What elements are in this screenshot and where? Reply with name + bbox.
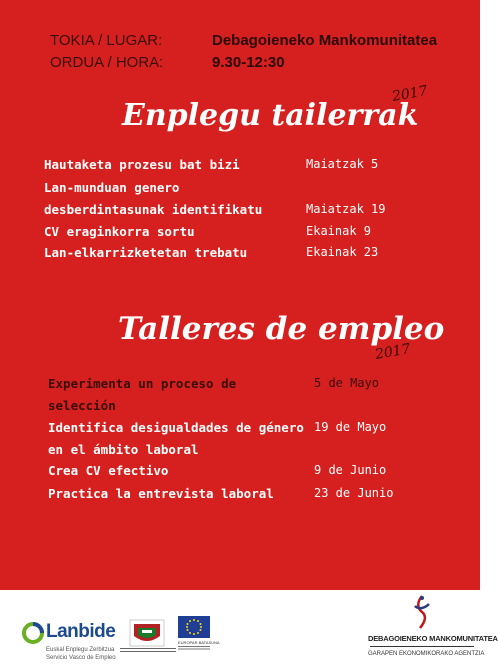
mankomunitatea-logo — [368, 594, 498, 668]
eu-item-2-line2: desberdintasunak identifikatu — [44, 202, 263, 217]
time-label: ORDUA / HORA: — [50, 54, 164, 71]
es-item-3-date: 9 de Junio — [314, 463, 387, 477]
footer-logos — [0, 590, 498, 672]
es-item-4: Practica la entrevista laboral — [48, 486, 274, 501]
eu-item-1: Hautaketa prozesu bat bizi — [44, 157, 240, 172]
mankomunitatea-divider — [370, 646, 474, 647]
es-item-4-date: 23 de Junio — [314, 486, 394, 500]
eu-flag-icon — [178, 616, 210, 638]
eu-section-year: 2017 — [390, 83, 429, 105]
es-item-2-line1: Identifica desigualdades de género — [48, 420, 304, 435]
es-item-1-line1: Experimenta un proceso de — [48, 376, 237, 391]
mankomunitatea-emblem-icon — [409, 594, 435, 630]
es-item-2-date: 19 de Mayo — [314, 420, 387, 434]
es-item-1-date: 5 de Mayo — [314, 376, 380, 390]
eu-item-4: Lan-elkarrizketetan trebatu — [44, 245, 248, 260]
es-section-title: Talleres de empleo — [118, 311, 445, 347]
eu-item-3: CV eraginkorra sortu — [44, 224, 195, 239]
eu-logo — [178, 616, 220, 662]
eu-item-2-date: Maiatzak 19 — [306, 202, 386, 216]
eu-item-4-date: Ekainak 23 — [306, 245, 379, 259]
es-item-1-line2: selección — [48, 398, 116, 413]
basque-government-text-lines — [120, 648, 176, 654]
eu-item-3-date: Ekainak 9 — [306, 224, 372, 238]
place-label: TOKIA / LUGAR: — [50, 32, 163, 49]
lanbide-emblem-icon — [22, 622, 44, 644]
eu-fund-label: EUROPAR BATASUNA — [178, 640, 220, 645]
time-value: 9.30-12:30 — [212, 54, 285, 71]
lanbide-sub2: Servicio Vasco de Empleo — [46, 655, 116, 661]
eu-item-1-date: Maiatzak 5 — [306, 157, 379, 171]
basque-government-emblem-icon — [130, 620, 164, 646]
eu-item-2-line1: Lan-munduan genero — [44, 180, 180, 195]
es-item-3: Crea CV efectivo — [48, 463, 169, 478]
lanbide-name: Lanbide — [46, 621, 116, 642]
lanbide-sub1: Euskal Enplegu Zerbitzua — [46, 647, 115, 653]
mankomunitatea-name: DEBAGOIENEKO MANKOMUNITATEA — [368, 634, 498, 643]
es-item-2-line2: en el ámbito laboral — [48, 442, 199, 457]
es-section-year: 2017 — [373, 341, 412, 363]
basque-government-logo — [116, 620, 176, 656]
eu-fund-text-lines — [178, 646, 210, 651]
mankomunitatea-subtitle: GARAPEN EKONOMIKORAKO AGENTZIA — [368, 651, 485, 657]
place-value: Debagoieneko Mankomunitatea — [212, 32, 438, 49]
event-info — [50, 30, 470, 76]
eu-section-title: Enplegu tailerrak — [122, 98, 419, 133]
